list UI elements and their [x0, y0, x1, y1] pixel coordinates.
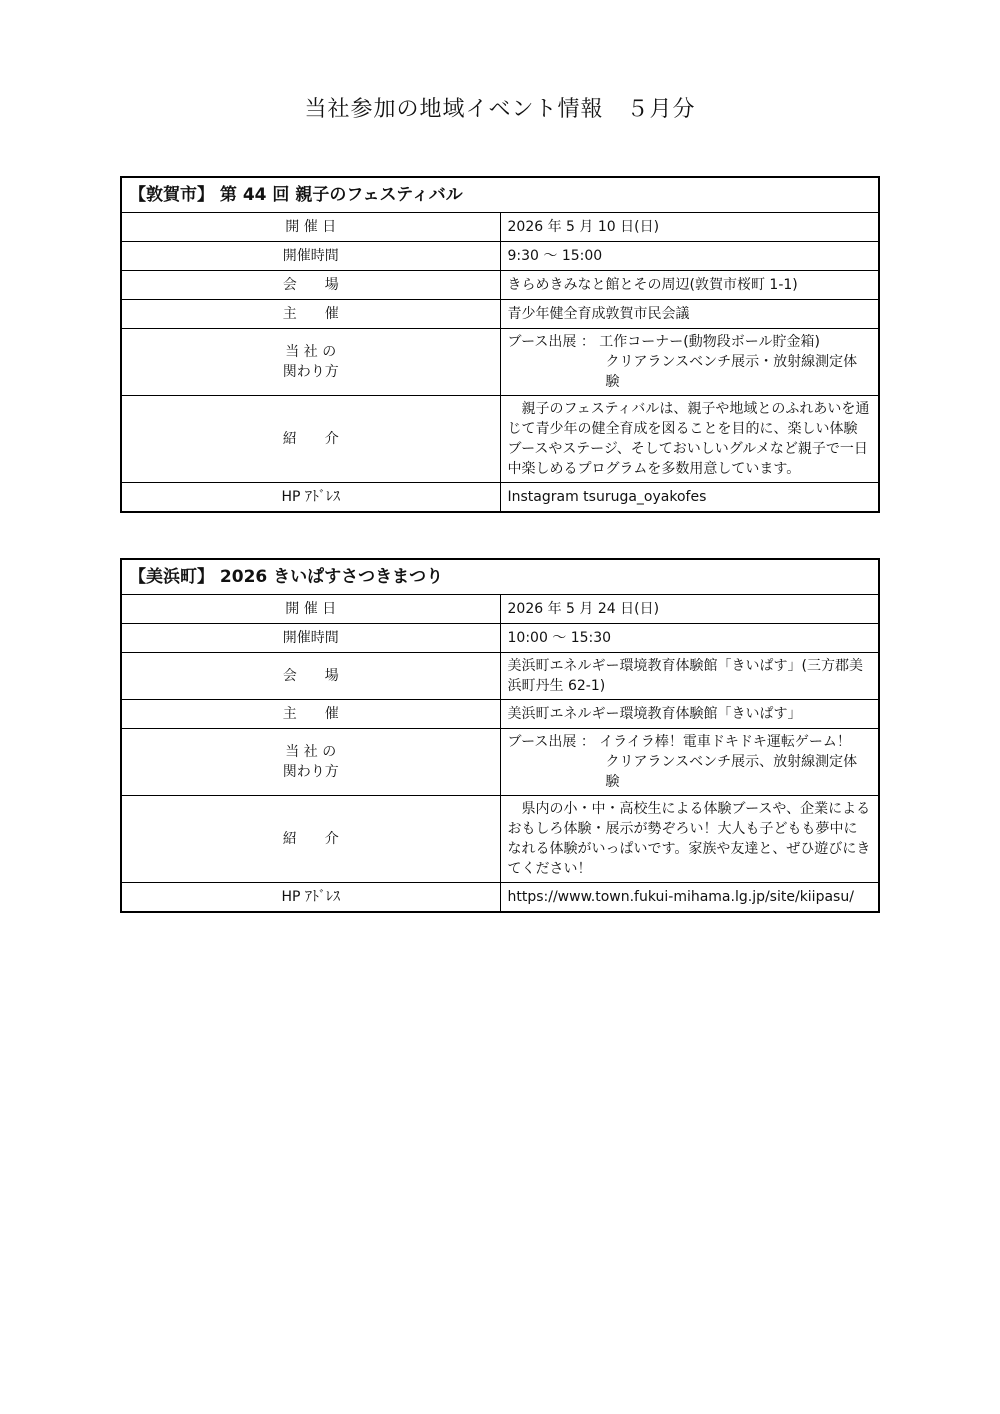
event-table-tsuruga [120, 176, 880, 513]
involvement-line2: クリアランスベンチ展示、放射線測定体験 [605, 754, 858, 790]
label-intro: 紹 介 [121, 796, 500, 883]
label-venue: 会 場 [121, 271, 500, 300]
event-date: 2026 年 5 月 24 日(日) [500, 595, 879, 624]
label-intro: 紹 介 [121, 396, 500, 483]
intro-text: 県内の小・中・高校生による体験ブースや、企業によるおもしろ体験・展示が勢ぞろい！大人も子どもも夢中になれる体験がいっぱいです。家族や友達と、ぜひ遊びにきてください！ [507, 801, 871, 877]
event-date: 2026 年 5 月 10 日(日) [500, 213, 879, 242]
label-time: 開催時間 [121, 242, 500, 271]
event-intro [500, 396, 879, 483]
page-title: 当社参加の地域イベント情報 ５月分 [304, 97, 696, 122]
label-involvement-line2: 関わり方 [282, 764, 339, 780]
event-involvement [500, 329, 879, 396]
event-organizer: 青少年健全育成敦賀市民会議 [500, 300, 879, 329]
event-time: 10:00 ～ 15:30 [500, 624, 879, 653]
involvement-line2: クリアランスベンチ展示・放射線測定体験 [605, 354, 858, 390]
event-hp: https://www.town.fukui-mihama.lg.jp/site/kiipasu/ [500, 883, 879, 913]
event-organizer: 美浜町エネルギー環境教育体験館「きいぱす」 [500, 700, 879, 729]
label-involvement [121, 729, 500, 796]
event-hp: Instagram tsuruga_oyakofes [500, 483, 879, 513]
event-heading: 【美浜町】 2026 きいぱすさつきまつり [121, 559, 879, 595]
event-involvement [500, 729, 879, 796]
label-involvement-line2: 関わり方 [282, 364, 339, 380]
involvement-line1: ブース出展 ： 工作コーナー(動物段ボール貯金箱) [507, 334, 820, 350]
label-involvement [121, 329, 500, 396]
event-intro [500, 796, 879, 883]
label-date: 開 催 日 [121, 595, 500, 624]
intro-text: 親子のフェスティバルは、親子や地域とのふれあいを通じて青少年の健全育成を図ることを目的に、楽しい体験ブースやステージ、そしておいしいグルメなど親子で一日中楽しめるプログラムを多数用意しています。 [507, 401, 870, 477]
label-hp: HP ｱﾄﾞﾚｽ [121, 483, 500, 513]
label-venue: 会 場 [121, 653, 500, 700]
label-date: 開 催 日 [121, 213, 500, 242]
label-time: 開催時間 [121, 624, 500, 653]
label-involvement-line1: 当 社 の [285, 744, 337, 760]
label-involvement-line1: 当 社 の [285, 344, 337, 360]
event-heading: 【敦賀市】 第 44 回 親子のフェスティバル [121, 177, 879, 213]
event-time: 9:30 ～ 15:00 [500, 242, 879, 271]
event-venue: 美浜町エネルギー環境教育体験館「きいぱす」(三方郡美浜町丹生 62-1) [500, 653, 879, 700]
label-hp: HP ｱﾄﾞﾚｽ [121, 883, 500, 913]
involvement-line1: ブース出展 ： イライラ棒！電車ドキドキ運転ゲーム！ [507, 734, 851, 750]
event-table-mihama [120, 558, 880, 913]
label-organizer: 主 催 [121, 700, 500, 729]
event-venue: きらめきみなと館とその周辺(敦賀市桜町 1-1) [500, 271, 879, 300]
label-organizer: 主 催 [121, 300, 500, 329]
